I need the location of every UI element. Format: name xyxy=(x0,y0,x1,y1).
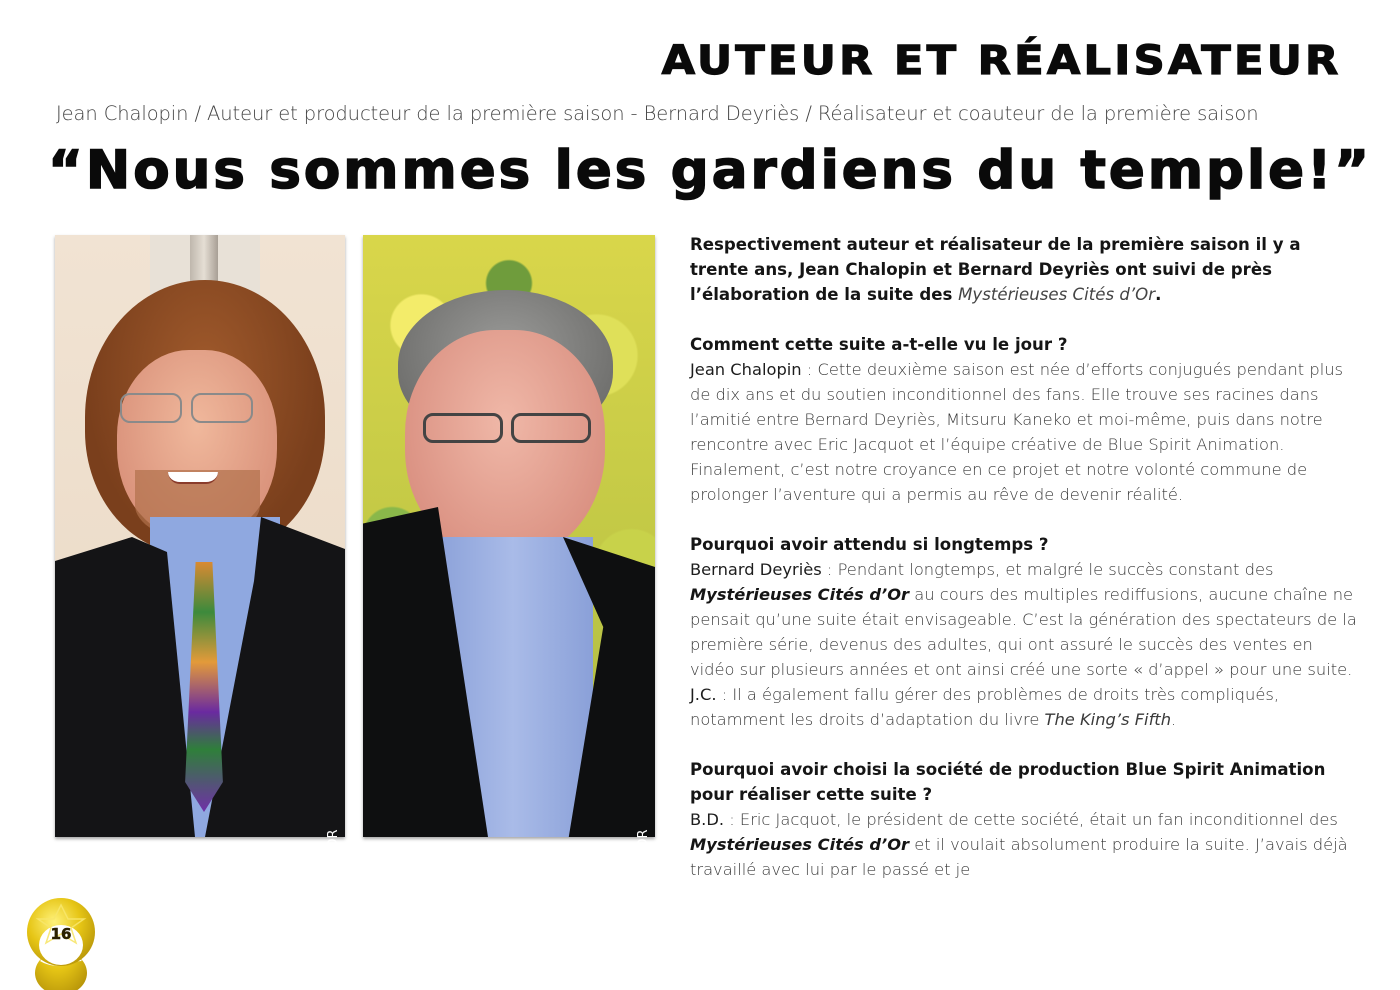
answer-2b: J.C. : Il a également fallu gérer des problèmes de droits très compliqués, notamment les droits d’adaptation du livre The King’s Fifth. xyxy=(690,685,1279,729)
glasses-left xyxy=(120,393,182,423)
book-title: The King’s Fifth xyxy=(1044,710,1172,729)
series-title: Mystérieuses Cités d’Or xyxy=(690,835,910,854)
subtitle-credits: Jean Chalopin / Auteur et producteur de la première saison - Bernard Deyriès / Réalisateur et coauteur de la première saison xyxy=(56,102,1259,125)
section-title: AUTEUR ET RÉALISATEUR xyxy=(662,38,1342,84)
glasses-right xyxy=(511,413,591,443)
glasses-left xyxy=(423,413,503,443)
page-number: 16 xyxy=(50,925,72,943)
photo-credit: DR xyxy=(326,829,341,849)
mouth xyxy=(168,472,218,484)
answer-3: B.D. : Eric Jacquot, le président de cette société, était un fan inconditionnel des Mystérieuses Cités d’Or et il voulait absolument produire la suite. J’avais déjà travaillé avec lui par le passé et je xyxy=(690,810,1348,879)
headline-quote: “Nous sommes les gardiens du temple!” xyxy=(48,140,1373,201)
speaker: J.C. xyxy=(690,685,717,704)
speaker: Bernard Deyriès xyxy=(690,560,822,579)
answer-1: Jean Chalopin : Cette deuxième saison est née d’efforts conjugués pendant plus de dix ans et du soutien inconditionnel des fans. Elle trouve ses racines dans l’amitié entre Bernard Deyriès, Mitsuru Kaneko et moi-même, puis dans notre rencontre avec Eric Jacquot et l’équipe créative de Blue Spirit Animation. Finalement, c’est notre croyance en ce projet et notre volonté commune de prolonger l’aventure qui a permis au rêve de devenir réalité. xyxy=(690,360,1344,504)
series-title: Mystérieuses Cités d’Or xyxy=(958,285,1156,304)
page-number-badge xyxy=(24,895,98,969)
question-2: Pourquoi avoir attendu si longtemps ? xyxy=(690,535,1049,554)
answer-2a: Bernard Deyriès : Pendant longtemps, et malgré le succès constant des Mystérieuses Cités d’Or au cours des multiples rediffusions, aucune chaîne ne pensait qu’une suite était envisageable. C’est la génération des spectateurs de la première série, devenus des adultes, qui ont assuré le succès des ventes en vidéo sur plusieurs années et ont ainsi créé une sorte « d’appel » pour une suite. xyxy=(690,560,1357,679)
speaker: B.D. xyxy=(690,810,725,829)
speaker: Jean Chalopin xyxy=(690,360,802,379)
question-3: Pourquoi avoir choisi la société de production Blue Spirit Animation pour réaliser cette suite ? xyxy=(690,760,1326,804)
series-title: Mystérieuses Cités d’Or xyxy=(690,585,910,604)
photo-jean-chalopin xyxy=(55,235,345,849)
question-1: Comment cette suite a-t-elle vu le jour ? xyxy=(690,335,1068,354)
photo-credit: DR xyxy=(636,829,651,849)
article-body xyxy=(690,232,1360,882)
glasses-right xyxy=(191,393,253,423)
photo-bernard-deyries xyxy=(363,235,655,849)
article-lead: Respectivement auteur et réalisateur de la première saison il y a trente ans, Jean Chalopin et Bernard Deyriès ont suivi de près l’élaboration de la suite des Mystérieuses Cités d’Or. xyxy=(690,235,1301,304)
